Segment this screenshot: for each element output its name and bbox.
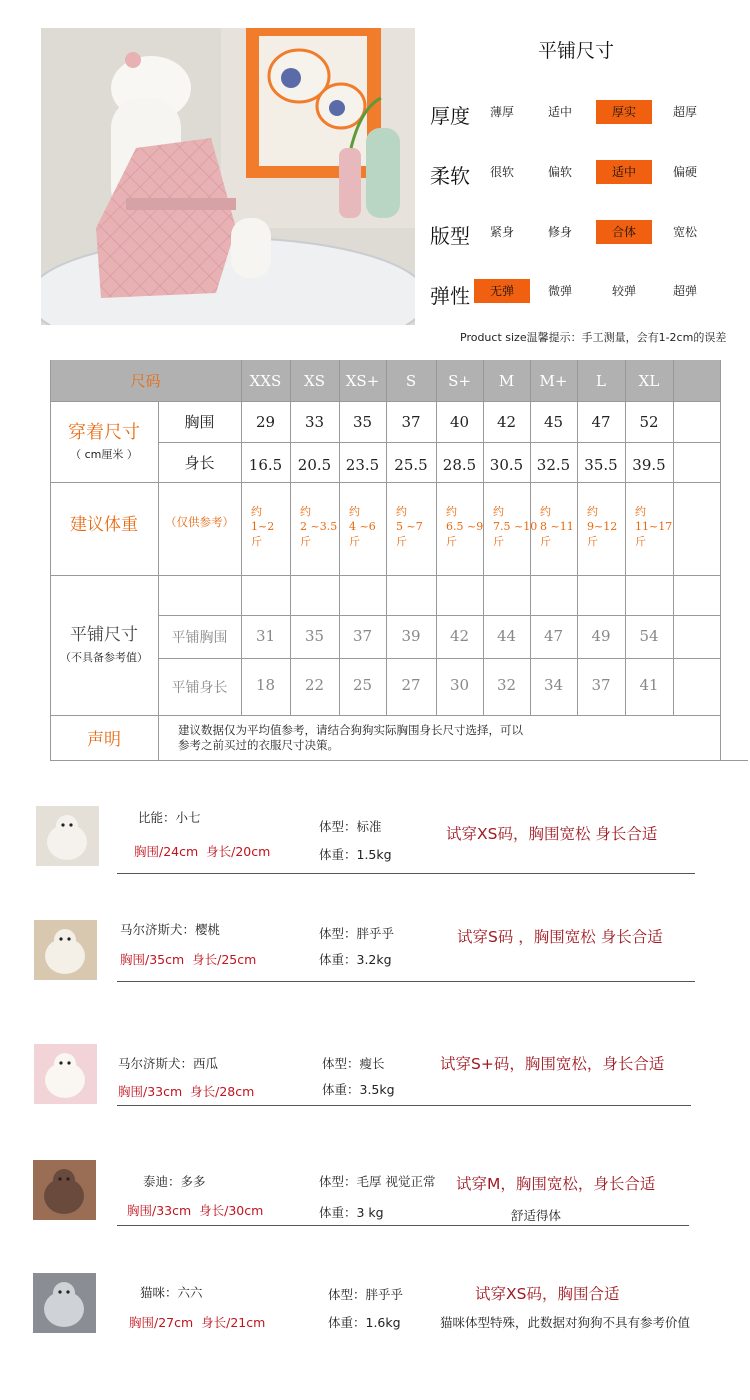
attribute-label: 柔软 [430,164,470,188]
flat-size-title: 平铺尺寸 [70,625,138,645]
flat-chest-value: 54 [639,627,659,645]
pet-name: 猫咪：六六 [140,1285,203,1300]
size-table [50,360,720,760]
attribute-option: 很软 [489,165,514,179]
measurement-note: Product size温馨提示：手工测量，会有1-2cm的误差 [460,331,727,344]
length-value: 39.5 [632,456,666,474]
size-label: M [498,371,515,390]
grid-line-v [673,360,674,715]
attribute-option: 宽松 [672,225,697,239]
flat-chest-value: 39 [401,627,421,645]
weight-value: 约 11~17 斤 [635,505,673,548]
pet-measurements: 胸围/33cm 身长/30cm [127,1203,264,1218]
chest-value: 42 [496,413,517,431]
attribute-option: 较弹 [611,284,636,298]
pet-thumbnail [33,1273,96,1333]
pet-divider [117,1105,691,1106]
pet-divider [117,981,695,982]
attribute-label: 弹性 [430,284,470,308]
wear-size-label [50,401,158,482]
pet-body-type: 体型：胖乎乎 [319,926,395,941]
flat-chest-value: 37 [352,627,373,645]
pet-fit-result: 试穿XS码，胸围宽松 身长合适 [446,825,658,843]
length-value: 23.5 [345,456,380,474]
flat-size-label [50,575,158,715]
pet-name: 马尔济斯犬：西瓜 [118,1056,219,1071]
pet-measurements: 胸围/35cm 身长/25cm [120,952,257,967]
size-label: L [596,371,606,390]
flat-length-value: 18 [255,676,276,694]
flat-length-value: 37 [591,676,611,694]
pet-weight: 体重：3.2kg [319,952,392,967]
pet-weight: 体重：3.5kg [322,1082,395,1097]
length-value: 28.5 [442,456,477,474]
weight-sub: （仅供参考） [165,515,234,529]
panel-title: 平铺尺寸 [538,40,615,62]
pet-name: 泰迪：多多 [143,1174,206,1189]
pet-divider [117,873,695,874]
size-label: XL [638,371,660,390]
size-label: S [405,371,417,390]
wear-size-title: 穿着尺寸 [68,421,140,443]
attribute-label: 厚度 [430,104,470,128]
pet-body-type: 体型：瘦长 [322,1056,385,1071]
flat-length-value: 41 [639,676,659,694]
attribute-option: 适中 [547,105,572,119]
size-header-label: 尺码 [130,372,161,390]
size-label: S+ [448,371,471,390]
pet-body-type: 体型：胖乎乎 [328,1287,404,1302]
length-value: 25.5 [394,456,428,474]
pet-thumbnail [34,920,97,980]
chest-value: 37 [401,413,421,431]
grid-line-h [158,760,748,761]
weight-value: 约 6.5 ~9 斤 [446,505,484,548]
attribute-option: 偏软 [547,165,572,179]
chest-row-label: 胸围 [184,413,215,431]
pet-body-type: 体型：标准 [319,819,382,834]
attribute-option-selected: 合体 [596,220,652,244]
weight-value: 约 4 ~6 斤 [349,505,376,548]
flat-length-value: 30 [449,676,470,694]
attribute-option: 紧身 [489,225,514,239]
chest-value: 47 [591,413,611,431]
attribute-option: 偏硬 [672,165,697,179]
weight-label: 建议体重 [70,515,138,535]
pet-fit-result: 试穿M，胸围宽松，身长合适 [456,1175,656,1193]
pet-fit-result: 试穿XS码，胸围合适 [475,1285,620,1303]
pet-fit-note: 猫咪体型特殊，此数据对狗狗不具有参考价值 [440,1315,691,1330]
pet-measurements: 胸围/24cm 身长/20cm [134,844,271,859]
weight-value: 约 9~12 斤 [587,505,618,548]
length-row-label: 身长 [184,453,215,472]
attribute-option: 微弹 [547,284,572,298]
product-photo [41,28,415,325]
length-value: 35.5 [584,456,618,474]
pet-weight: 体重：3 kg [319,1205,384,1220]
chest-value: 33 [304,413,325,431]
flat-length-value: 34 [543,676,564,694]
length-value: 16.5 [248,456,283,474]
flat-length-value: 22 [304,676,325,694]
pet-divider [117,1225,689,1226]
flat-length-label: 平铺身长 [171,679,228,696]
flat-length-value: 32 [496,676,517,694]
flat-size-sub: （不具备参考值） [60,651,148,664]
weight-value: 约 5 ~7 斤 [396,505,423,548]
chest-value: 29 [255,413,276,431]
size-label: XS [304,371,325,390]
pet-name: 马尔济斯犬：樱桃 [120,922,221,937]
pet-fit-result: 试穿S码 ，胸围宽松 身长合适 [457,928,663,946]
length-value: 20.5 [297,456,332,474]
flat-chest-value: 49 [591,627,611,645]
statement-label: 声明 [87,730,121,750]
wear-size-unit: （ cm厘米 ） [70,447,138,461]
size-label: XXS [249,371,282,390]
length-value: 30.5 [489,456,524,474]
pet-measurements: 胸围/33cm 身长/28cm [118,1084,255,1099]
attribute-option: 薄厚 [489,105,514,119]
chest-value: 52 [639,413,659,431]
pet-weight: 体重：1.5kg [319,847,392,862]
attribute-option-selected: 厚实 [596,100,652,124]
pet-thumbnail [33,1160,96,1220]
pet-fit-result: 试穿S+码，胸围宽松，身长合适 [440,1055,665,1073]
flat-length-value: 27 [401,676,421,694]
weight-value: 约 7.5 ~10 斤 [493,505,538,548]
chest-value: 35 [352,413,373,431]
weight-value: 约 1~2 斤 [251,505,275,548]
flat-chest-value: 35 [304,627,325,645]
attribute-option: 超厚 [672,105,697,119]
pet-weight: 体重：1.6kg [328,1315,401,1330]
flat-length-value: 25 [352,676,373,694]
grid-line-v [720,360,721,760]
flat-chest-value: 47 [543,627,564,645]
flat-chest-value: 31 [255,627,276,645]
chest-value: 45 [543,413,564,431]
length-value: 32.5 [536,456,571,474]
pet-measurements: 胸围/27cm 身长/21cm [129,1315,266,1330]
attribute-option: 修身 [547,225,572,239]
flat-chest-label: 平铺胸围 [171,629,228,646]
flat-chest-value: 42 [449,627,470,645]
pet-name: 比能：小七 [138,810,201,825]
statement-text: 建议数据仅为平均值参考，请结合狗狗实际胸围身长尺寸选择，可以参考之前买过的衣服尺寸决策。 [178,723,523,752]
pet-fit-note: 舒适得体 [511,1208,562,1223]
size-label: M+ [539,371,568,390]
chest-value: 40 [449,413,470,431]
flat-chest-value: 44 [496,627,517,645]
attribute-label: 版型 [430,224,470,248]
attribute-option-selected: 适中 [596,160,652,184]
attribute-option-selected: 无弹 [474,279,530,303]
size-label: XS+ [345,371,380,390]
pet-body-type: 体型：毛厚 视觉正常 [319,1174,436,1189]
pet-thumbnail [36,806,99,866]
weight-value: 约 8 ~11 斤 [540,505,574,548]
attribute-option: 超弹 [672,284,697,298]
pet-thumbnail [34,1044,97,1104]
weight-value: 约 2 ~3.5 斤 [300,505,338,548]
